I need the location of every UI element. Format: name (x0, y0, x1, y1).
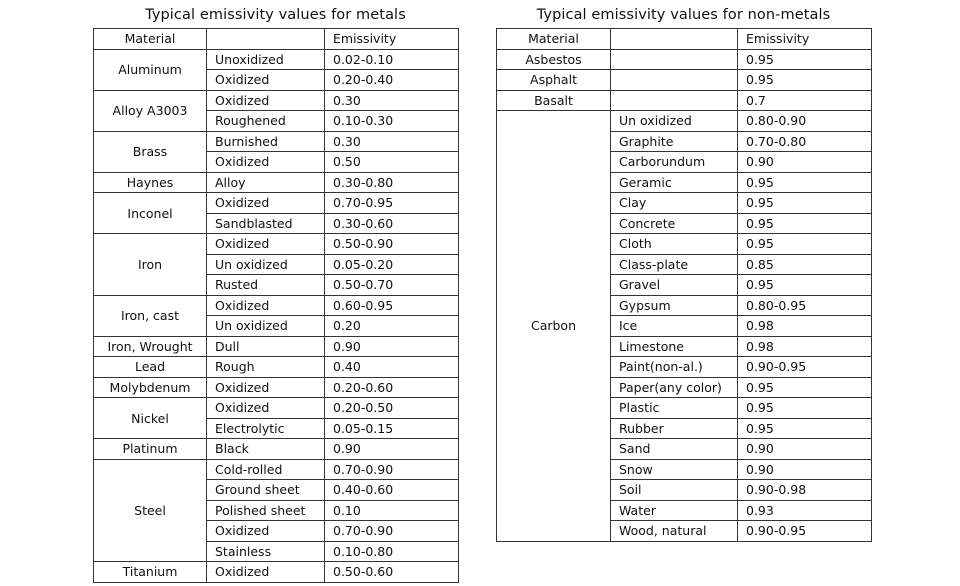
condition-cell: Rough (207, 357, 325, 378)
condition-cell: Unoxidized (207, 49, 325, 70)
condition-cell: Snow (611, 459, 738, 480)
material-cell: Nickel (94, 398, 207, 439)
emissivity-cell: 0.40-0.60 (325, 480, 459, 501)
condition-cell: Alloy (207, 172, 325, 193)
emissivity-cell: 0.05-0.20 (325, 254, 459, 275)
emissivity-cell: 0.90 (738, 152, 872, 173)
table-row (94, 562, 459, 583)
table-row (497, 70, 872, 91)
nonmetals-header-emissivity: Emissivity (738, 29, 872, 50)
emissivity-cell: 0.30 (325, 90, 459, 111)
condition-cell: Oxidized (207, 295, 325, 316)
metals-emissivity-table (93, 28, 459, 583)
material-cell: Aluminum (94, 49, 207, 90)
emissivity-cell: 0.95 (738, 213, 872, 234)
emissivity-cell: 0.40 (325, 357, 459, 378)
material-cell: Iron (94, 234, 207, 296)
condition-cell: Oxidized (207, 234, 325, 255)
emissivity-cell: 0.70-0.90 (325, 459, 459, 480)
condition-cell: Carborundum (611, 152, 738, 173)
condition-cell: Oxidized (207, 70, 325, 91)
condition-cell: Gravel (611, 275, 738, 296)
metals-table-title: Typical emissivity values for metals (145, 7, 406, 23)
material-cell: Alloy A3003 (94, 90, 207, 131)
emissivity-cell: 0.70-0.95 (325, 193, 459, 214)
condition-cell: Concrete (611, 213, 738, 234)
emissivity-cell: 0.10-0.80 (325, 541, 459, 562)
condition-cell: Cold-rolled (207, 459, 325, 480)
nonmetals-table-title: Typical emissivity values for non-metals (536, 7, 831, 23)
condition-cell: Un oxidized (207, 254, 325, 275)
table-row (94, 49, 459, 70)
emissivity-cell: 0.30-0.60 (325, 213, 459, 234)
material-cell: Lead (94, 357, 207, 378)
metals-header-row (94, 29, 459, 50)
table-row (94, 234, 459, 255)
emissivity-cell: 0.02-0.10 (325, 49, 459, 70)
emissivity-cell: 0.60-0.95 (325, 295, 459, 316)
emissivity-cell: 0.85 (738, 254, 872, 275)
emissivity-cell: 0.95 (738, 172, 872, 193)
condition-cell: Plastic (611, 398, 738, 419)
metals-table-panel (93, 4, 458, 583)
condition-cell: Oxidized (207, 90, 325, 111)
emissivity-cell: 0.90 (738, 459, 872, 480)
nonmetals-header-row (497, 29, 872, 50)
material-cell: Basalt (497, 90, 611, 111)
condition-cell: Paper(any color) (611, 377, 738, 398)
emissivity-cell: 0.50-0.90 (325, 234, 459, 255)
emissivity-cell: 0.80-0.90 (738, 111, 872, 132)
nonmetals-header-material: Material (497, 29, 611, 50)
emissivity-cell: 0.20-0.50 (325, 398, 459, 419)
table-row (94, 90, 459, 111)
condition-cell: Burnished (207, 131, 325, 152)
table-row (94, 131, 459, 152)
emissivity-cell: 0.95 (738, 70, 872, 91)
emissivity-cell: 0.10 (325, 500, 459, 521)
emissivity-cell: 0.95 (738, 377, 872, 398)
emissivity-cell: 0.98 (738, 336, 872, 357)
emissivity-cell: 0.50 (325, 152, 459, 173)
material-cell: Inconel (94, 193, 207, 234)
condition-cell: Limestone (611, 336, 738, 357)
condition-cell: Oxidized (207, 398, 325, 419)
condition-cell: Sand (611, 439, 738, 460)
material-cell: Asbestos (497, 49, 611, 70)
emissivity-cell: 0.95 (738, 193, 872, 214)
condition-cell: Rusted (207, 275, 325, 296)
table-row (94, 377, 459, 398)
emissivity-cell: 0.10-0.30 (325, 111, 459, 132)
condition-cell: Un oxidized (611, 111, 738, 132)
condition-cell: Class-plate (611, 254, 738, 275)
table-row (94, 172, 459, 193)
emissivity-cell: 0.7 (738, 90, 872, 111)
emissivity-cell: 0.20 (325, 316, 459, 337)
material-cell: Haynes (94, 172, 207, 193)
emissivity-cell: 0.98 (738, 316, 872, 337)
condition-cell: Wood, natural (611, 521, 738, 542)
emissivity-cell: 0.70-0.90 (325, 521, 459, 542)
material-cell: Carbon (497, 111, 611, 542)
emissivity-cell: 0.50-0.70 (325, 275, 459, 296)
emissivity-cell: 0.90 (325, 336, 459, 357)
material-cell: Platinum (94, 439, 207, 460)
emissivity-cell: 0.95 (738, 275, 872, 296)
material-cell: Iron, Wrought (94, 336, 207, 357)
emissivity-cell: 0.90-0.98 (738, 480, 872, 501)
condition-cell: Soil (611, 480, 738, 501)
table-row (94, 439, 459, 460)
condition-cell: Graphite (611, 131, 738, 152)
material-cell: Asphalt (497, 70, 611, 91)
condition-cell (611, 90, 738, 111)
material-cell: Iron, cast (94, 295, 207, 336)
condition-cell: Cloth (611, 234, 738, 255)
condition-cell: Paint(non-al.) (611, 357, 738, 378)
nonmetals-table-body (497, 49, 872, 541)
condition-cell: Un oxidized (207, 316, 325, 337)
metals-table-body (94, 49, 459, 582)
condition-cell: Clay (611, 193, 738, 214)
condition-cell: Oxidized (207, 152, 325, 173)
condition-cell: Oxidized (207, 562, 325, 583)
condition-cell: Ground sheet (207, 480, 325, 501)
condition-cell (611, 70, 738, 91)
emissivity-cell: 0.80-0.95 (738, 295, 872, 316)
nonmetals-table-panel (496, 4, 871, 542)
table-row (94, 336, 459, 357)
emissivity-cell: 0.90 (738, 439, 872, 460)
emissivity-cell: 0.95 (738, 418, 872, 439)
metals-header-material: Material (94, 29, 207, 50)
emissivity-cell: 0.95 (738, 234, 872, 255)
emissivity-cell: 0.70-0.80 (738, 131, 872, 152)
metals-header-condition (207, 29, 325, 50)
condition-cell: Oxidized (207, 521, 325, 542)
emissivity-cell: 0.93 (738, 500, 872, 521)
condition-cell: Roughened (207, 111, 325, 132)
condition-cell: Electrolytic (207, 418, 325, 439)
condition-cell: Polished sheet (207, 500, 325, 521)
nonmetals-header-condition (611, 29, 738, 50)
metals-header-emissivity: Emissivity (325, 29, 459, 50)
material-cell: Brass (94, 131, 207, 172)
condition-cell: Oxidized (207, 377, 325, 398)
condition-cell (611, 49, 738, 70)
condition-cell: Sandblasted (207, 213, 325, 234)
emissivity-cell: 0.90-0.95 (738, 521, 872, 542)
condition-cell: Ice (611, 316, 738, 337)
condition-cell: Black (207, 439, 325, 460)
emissivity-cell: 0.90 (325, 439, 459, 460)
table-row (94, 193, 459, 214)
emissivity-cell: 0.50-0.60 (325, 562, 459, 583)
emissivity-cell: 0.05-0.15 (325, 418, 459, 439)
table-row (94, 357, 459, 378)
table-row (497, 111, 872, 132)
material-cell: Steel (94, 459, 207, 562)
material-cell: Molybdenum (94, 377, 207, 398)
condition-cell: Dull (207, 336, 325, 357)
condition-cell: Rubber (611, 418, 738, 439)
table-row (497, 90, 872, 111)
table-row (94, 459, 459, 480)
emissivity-cell: 0.90-0.95 (738, 357, 872, 378)
nonmetals-emissivity-table (496, 28, 872, 542)
table-row (497, 49, 872, 70)
emissivity-cell: 0.20-0.40 (325, 70, 459, 91)
condition-cell: Water (611, 500, 738, 521)
emissivity-cell: 0.95 (738, 49, 872, 70)
material-cell: Titanium (94, 562, 207, 583)
emissivity-cell: 0.95 (738, 398, 872, 419)
emissivity-cell: 0.30-0.80 (325, 172, 459, 193)
condition-cell: Geramic (611, 172, 738, 193)
table-row (94, 295, 459, 316)
table-row (94, 398, 459, 419)
condition-cell: Gypsum (611, 295, 738, 316)
condition-cell: Stainless (207, 541, 325, 562)
emissivity-cell: 0.20-0.60 (325, 377, 459, 398)
emissivity-cell: 0.30 (325, 131, 459, 152)
condition-cell: Oxidized (207, 193, 325, 214)
